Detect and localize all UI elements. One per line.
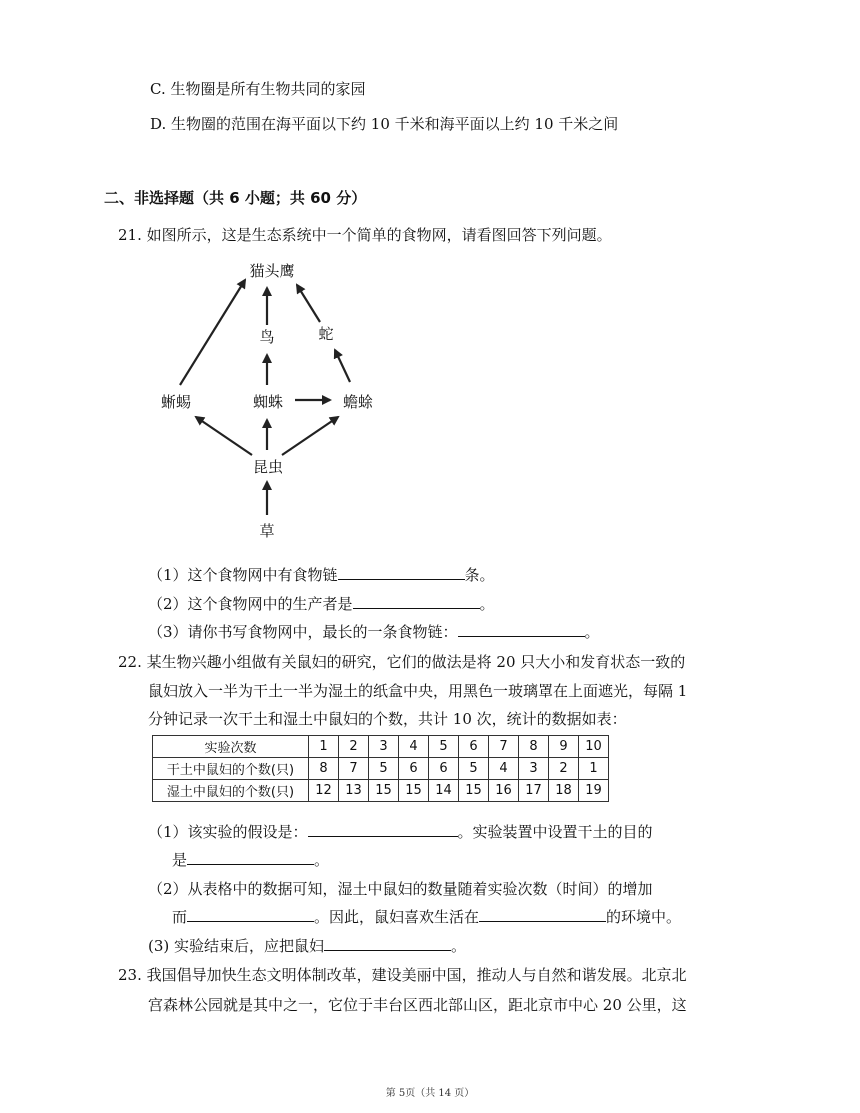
table-cell: 8 [519, 736, 549, 758]
q22-sub2: （2）从表格中的数据可知，湿土中鼠妇的数量随着实验次数（时间）的增加 [148, 880, 653, 898]
node-grass: 草 [259, 522, 275, 540]
question-number: 22. [118, 653, 142, 671]
q22-sub1-cont-text: 是 [172, 851, 188, 869]
q22-sub3 [148, 936, 466, 956]
q21-text [118, 225, 612, 245]
node-spider: 蜘蛛 [252, 393, 284, 411]
table-cell: 17 [519, 780, 549, 802]
arrow-frog-snake [335, 350, 350, 382]
table-cell: 4 [489, 758, 519, 780]
q22-line3: 分钟记录一次干土和湿土中鼠妇的个数，共计 10 次，统计的数据如表： [148, 710, 627, 728]
question-number: 23. [118, 966, 142, 984]
table-cell: 7 [339, 758, 369, 780]
q21-sub3 [148, 622, 600, 642]
answer-blank[interactable] [308, 822, 458, 837]
node-bird: 鸟 [259, 328, 275, 346]
table-cell: 3 [369, 736, 399, 758]
q22-stem-1: 某生物兴趣小组做有关鼠妇的研究，它们的做法是将 20 只大小和发育状态一致的 [146, 653, 686, 671]
table-cell: 14 [429, 780, 459, 802]
q22-sub2-cont [172, 907, 681, 927]
q21-sub2-suffix: 。 [479, 595, 495, 613]
node-lizard: 蜥蜴 [160, 393, 192, 411]
section-title: 二、非选择题（共 6 小题；共 60 分） [104, 189, 367, 207]
data-table [152, 735, 609, 802]
question-number: 21. [118, 226, 142, 244]
option-d: D. 生物圈的范围在海平面以下约 10 千米和海平面以上约 10 千米之间 [150, 115, 619, 133]
q21-sub2 [148, 594, 495, 614]
arrow-insect-frog [282, 417, 338, 455]
answer-blank[interactable] [187, 850, 314, 865]
table-cell: 12 [309, 780, 339, 802]
q21-sub2-text: （2）这个食物网中的生产者是 [148, 595, 353, 613]
arrow-snake-owl [297, 285, 320, 322]
q22-sub1 [148, 822, 653, 842]
q21-sub1-text: （1）这个食物网中有食物链 [148, 566, 338, 584]
answer-blank[interactable] [324, 936, 451, 951]
table-row-label: 干土中鼠妇的个数(只) [153, 758, 309, 780]
q21-sub3-text: （3）请你书写食物网中，最长的一条食物链： [148, 623, 458, 641]
answer-blank[interactable] [353, 594, 480, 609]
table-cell: 5 [429, 736, 459, 758]
q22-sub3-text: (3) 实验结束后，应把鼠妇 [148, 937, 325, 955]
q21-sub1 [148, 565, 495, 585]
table-cell: 19 [579, 780, 609, 802]
table-header-row [153, 736, 609, 758]
table-row [153, 758, 609, 780]
table-cell: 7 [489, 736, 519, 758]
table-cell: 3 [519, 758, 549, 780]
answer-blank[interactable] [458, 622, 585, 637]
table-cell: 13 [339, 780, 369, 802]
table-cell: 6 [459, 736, 489, 758]
q23-line2: 宫森林公园就是其中之一，它位于丰台区西北部山区，距北京市中心 20 公里，这 [148, 996, 687, 1014]
node-insect: 昆虫 [252, 458, 284, 476]
q21-sub3-suffix: 。 [584, 623, 600, 641]
question-stem: 如图所示，这是生态系统中一个简单的食物网，请看图回答下列问题。 [146, 226, 612, 244]
table-cell: 4 [399, 736, 429, 758]
food-web-diagram [140, 250, 380, 545]
table-cell: 8 [309, 758, 339, 780]
q22-sub3-suffix: 。 [451, 937, 467, 955]
table-cell: 18 [549, 780, 579, 802]
table-cell: 5 [459, 758, 489, 780]
q22-sub1-suffix: 。实验装置中设置干土的目的 [457, 823, 653, 841]
q22-sub1-cont [172, 850, 329, 870]
q22-line2: 鼠妇放入一半为干土一半为湿土的纸盒中央，用黑色一玻璃罩在上面遮光，每隔 1 [148, 682, 688, 700]
page-footer: 第 5页（共 14 页） [385, 1088, 475, 1099]
answer-blank[interactable] [338, 565, 465, 580]
node-owl: 猫头鹰 [249, 262, 295, 280]
node-snake: 蛇 [318, 325, 334, 343]
arrow-insect-lizard [196, 417, 252, 455]
q22-sub2-mid: 。因此，鼠妇喜欢生活在 [314, 908, 480, 926]
q22-sub2-suffix: 的环境中。 [606, 908, 682, 926]
arrow-lizard-owl [180, 280, 245, 385]
table-cell: 9 [549, 736, 579, 758]
table-cell: 6 [399, 758, 429, 780]
table-cell: 5 [369, 758, 399, 780]
table-cell: 15 [369, 780, 399, 802]
table-cell: 10 [579, 736, 609, 758]
option-c: C. 生物圈是所有生物共同的家园 [150, 80, 366, 98]
table-cell: 15 [459, 780, 489, 802]
table-row [153, 780, 609, 802]
answer-blank[interactable] [479, 907, 606, 922]
table-cell: 2 [549, 758, 579, 780]
q22-sub2-cont-text: 而 [172, 908, 188, 926]
table-cell: 1 [579, 758, 609, 780]
answer-blank[interactable] [187, 907, 314, 922]
table-cell: 6 [429, 758, 459, 780]
table-cell: 15 [399, 780, 429, 802]
node-frog: 蟾蜍 [342, 393, 374, 411]
q23-stem-1: 我国倡导加快生态文明体制改革，建设美丽中国，推动人与自然和谐发展。北京北 [146, 966, 687, 984]
table-header-label: 实验次数 [153, 736, 309, 758]
q21-sub1-suffix: 条。 [464, 566, 495, 584]
q22-sub1-cont-suffix: 。 [314, 851, 330, 869]
table-row-label: 湿土中鼠妇的个数(只) [153, 780, 309, 802]
table-cell: 16 [489, 780, 519, 802]
table-cell: 2 [339, 736, 369, 758]
table-cell: 1 [309, 736, 339, 758]
q22-sub1-text: （1）该实验的假设是： [148, 823, 308, 841]
q22-line1 [118, 652, 685, 672]
q23-line1 [118, 965, 687, 985]
